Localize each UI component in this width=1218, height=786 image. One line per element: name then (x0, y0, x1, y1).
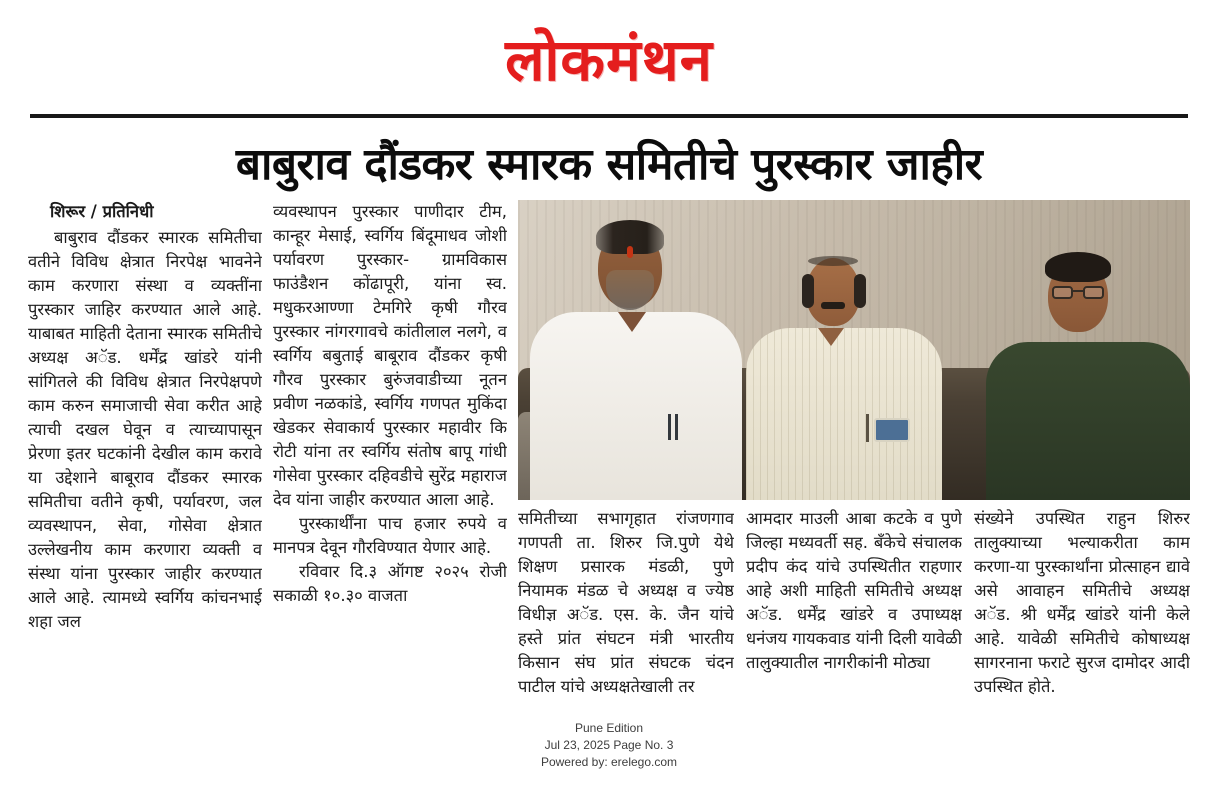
person-middle-face (806, 258, 860, 326)
person-right-shirt (986, 342, 1190, 500)
person-middle-hair (802, 274, 814, 308)
person-right-hair (1045, 252, 1111, 282)
article-body (28, 200, 1190, 714)
article-paragraph: समितीच्या सभागृहात रांजणगाव गणपती ता. शिरुर जि.पुणे येथे शिक्षण प्रसारक मंडळी, पुणे नियामक मंडळ चे अध्यक्ष व ज्येष्ठ विधीज्ञ अॅड. एस. के. जैन यांचे हस्ते प्रांत संघटन मंत्री भारतीय किसान संघ प्रांत संघटक चंदन पाटील यांचे अध्यक्षतेखाली तर (518, 509, 734, 696)
photo-and-columns (518, 200, 1190, 714)
text-column-5 (974, 507, 1190, 714)
divider-rule (30, 114, 1188, 118)
byline: शिरूर / प्रतिनिधी (50, 202, 154, 221)
text-column-1 (28, 200, 262, 714)
article-paragraph: व्यवस्थापन पुरस्कार पाणीदार टीम, कान्हूर मेसाई, स्वर्गिय बिंदूमाधव जोशी पर्यावरण पुरस्कार- ग्रामविकास फाउंडैशन कोंढापूरी, यांना स्व. मधुकरआण्णा टेमगिरे कृषी गौरव पुरस्कार नांगरगावचे कांतीलाल नलगे, व स्वर्गिय बबुताई बाबूराव दौंडकर कृषी गौरव पुरस्कार बुरुंजवाडीच्या नूतन प्रवीण नळकांडे, स्वर्गिय गणपत मुकिंदा खेडकर सेवाकार्य पुरस्कार महावीर कि रोटी यांना तर स्वर्गिय संतोष बापू गांधी गोसेवा पुरस्कार दहिवडीचे सुरेंद्र महाराज देव यांना जाहीर करण्यात आला आहे. (273, 202, 507, 509)
newspaper-title: लोकमंथन (505, 25, 713, 94)
text-column-2 (273, 200, 507, 714)
article-paragraph: संख्येने उपस्थित राहुन शिरुर तालुक्याच्या भल्याकरीता काम करणा-या पुरस्कार्थांना प्रोत्साहन द्यावे असे आवाहन समितीचे अध्यक्ष अॅड. श्री धर्मेंद्र खांडरे यांनी केले आहे. यावेळी समितीचे कोषाध्यक्ष सागरनाना फराटे सुरज दामोदर आदी उपस्थित होते. (974, 509, 1190, 696)
footer-date-page: Jul 23, 2025 Page No. 3 (544, 738, 674, 752)
person-middle-hair (808, 256, 858, 266)
person-left-pens (668, 414, 678, 440)
article-paragraph: पुरस्कार्थींना पाच हजार रुपये व मानपत्र देवून गौरविण्यात येणार आहे. (273, 514, 507, 557)
footer-edition: Pune Edition (574, 721, 644, 735)
article-paragraph: बाबुराव दौंडकर स्मारक समितीचा वतीने विविध क्षेत्रात निरपेक्ष भावनेने काम करणारा संस्था व व्यक्तींना पुरस्कार जाहिर करण्यात आले आहे. याबाबत माहिती देताना स्मारक समितीचे अध्यक्ष अॅड. धर्मेंद्र खांडरे यांनी सांगितले की विविध क्षेत्रात निरपेक्षपणे काम करुन समाजाची सेवा करीत आहे त्याची दखल घेवून व त्याच्यापासून प्रेरणा इतर घटकांनी देखील काम करावे या उद्देशाने बाबूराव दौंडकर स्मारक समितीचा वतीने कृषी, पर्यावरण, जल व्यवस्थापन, सेवा, गोसेवा क्षेत्रात उल्लेखनीय काम करणारा व्यक्ती व संस्था यांना पुरस्कार जाहीर करण्यात आले आहे. त्यामध्ये स्वर्गिय कांचनभाई शहा जल (28, 228, 262, 631)
person-left-tilak (627, 246, 633, 258)
person-middle-pen (866, 414, 869, 442)
person-right-glasses (1052, 286, 1104, 300)
person-middle-hair (854, 274, 866, 308)
page-footer (0, 720, 1218, 771)
bottom-columns (518, 507, 1190, 714)
person-left-shirt (530, 312, 742, 500)
text-column-4 (746, 507, 962, 714)
person-middle-mustache (821, 302, 845, 309)
article-paragraph: आमदार माउली आबा कटके व पुणे जिल्हा मध्यवर्ती सह. बँकेचे संचालक प्रदीप कंद यांचे उपस्थितीत राहणार आहे अशी माहिती समितीचे अध्यक्ष अॅड. धर्मेंद्र खांडरे व उपाध्यक्ष धनंजय गायकवाड यांनी दिली यावेळी तालुक्यातील नागरीकांनी मोठ्या (746, 509, 962, 672)
person-middle-shirt (746, 328, 942, 500)
text-column-3 (518, 507, 734, 714)
person-left-beard (606, 270, 654, 310)
person-middle-phone (874, 418, 910, 442)
article-headline: बाबुराव दौंडकर स्मारक समितीचे पुरस्कार जाहीर (235, 139, 983, 190)
masthead (0, 0, 1218, 114)
article-photo (518, 200, 1190, 500)
article-paragraph: रविवार दि.३ ऑगष्ट २०२५ रोजी सकाळी १०.३० वाजता (273, 562, 507, 605)
footer-powered-by: Powered by: erelego.com (540, 755, 678, 769)
